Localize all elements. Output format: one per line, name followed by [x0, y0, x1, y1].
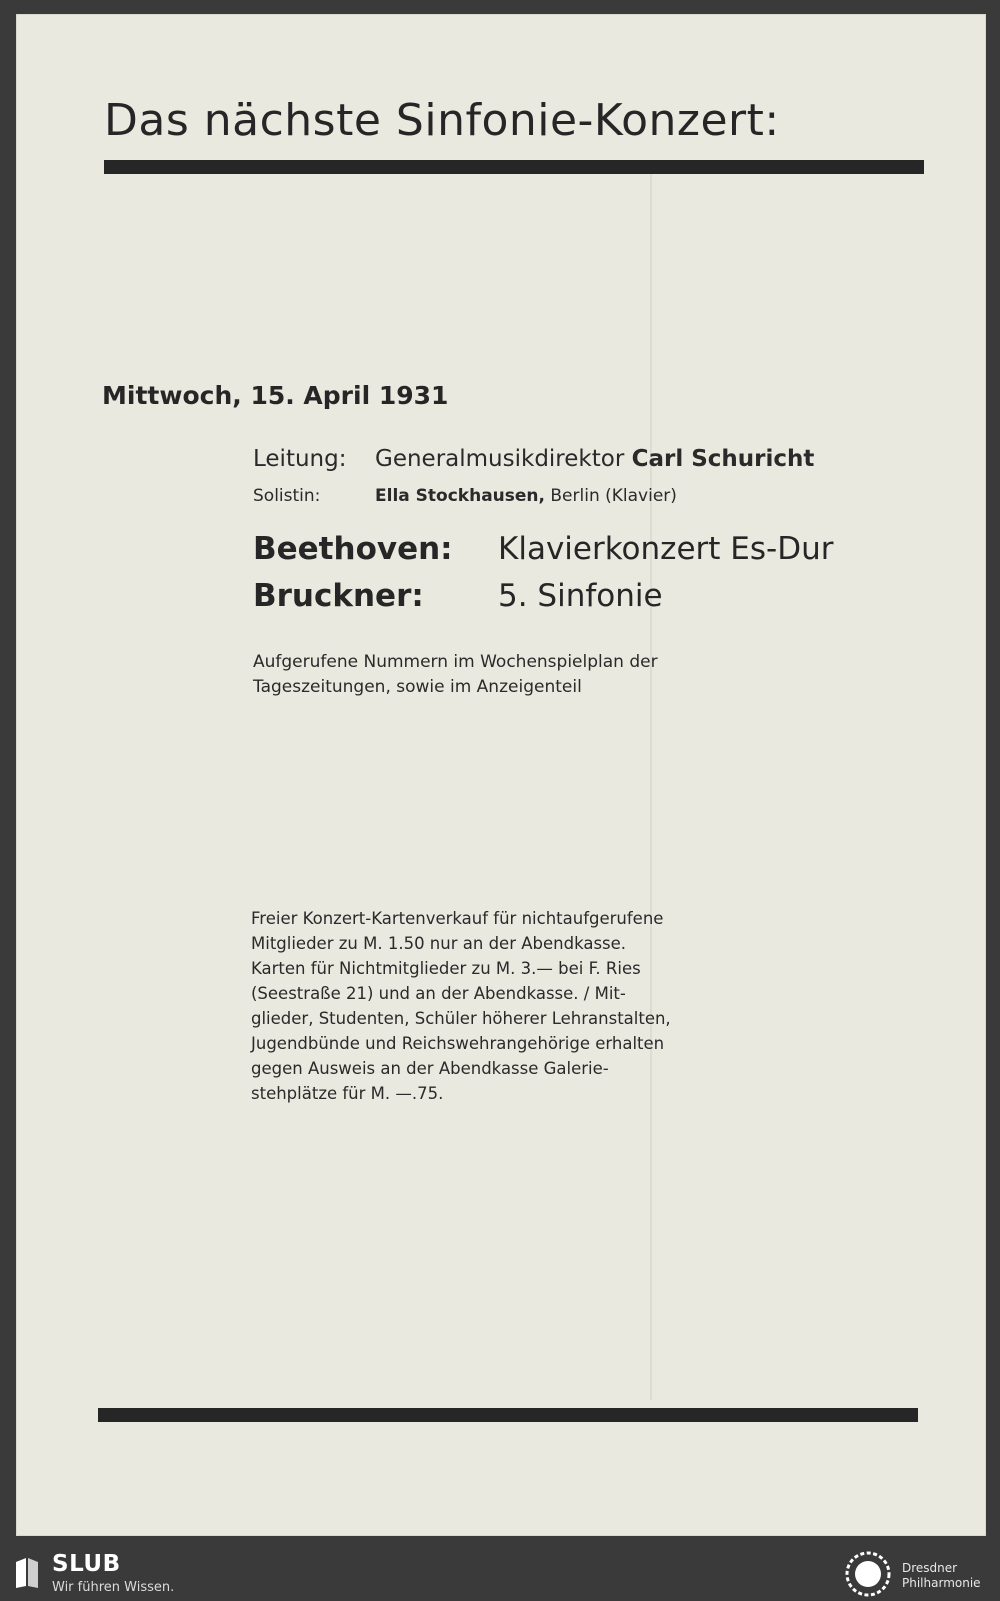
- partner-name-line1: Dresdner: [902, 1561, 958, 1575]
- program-note: [253, 650, 743, 700]
- ticket-line: Mitglieder zu M. 1.50 nur an der Abendkasse.: [251, 934, 627, 953]
- soloist-label: Solistin:: [253, 486, 321, 506]
- conductor-line: [253, 446, 814, 472]
- program-composer: Bruckner:: [253, 578, 424, 614]
- ticket-line: gegen Ausweis an der Abendkasse Galerie-: [251, 1059, 609, 1078]
- ticket-line: Karten für Nichtmitglieder zu M. 3.— bei F. Ries: [251, 959, 641, 978]
- concert-date: Mittwoch, 15. April 1931: [102, 381, 449, 410]
- top-rule: [104, 160, 924, 174]
- soloist-name: Ella Stockhausen,: [375, 486, 545, 506]
- soloist-detail: Berlin (Klavier): [550, 486, 677, 506]
- ticket-line: glieder, Studenten, Schüler höherer Lehranstalten,: [251, 1009, 671, 1028]
- ticket-line: stehplätze für M. —.75.: [251, 1084, 444, 1103]
- conductor-title: Generalmusikdirektor: [375, 446, 625, 472]
- dresdner-philharmonie-logo-icon[interactable]: [844, 1550, 892, 1598]
- program-work: 5. Sinfonie: [498, 578, 663, 614]
- concert-leaflet: [16, 14, 986, 1536]
- conductor-name: Carl Schuricht: [631, 446, 815, 472]
- leaflet-heading: Das nächste Sinfonie-Konzert:: [104, 95, 780, 146]
- ticket-info: [251, 906, 738, 1106]
- paper-fold-line: [650, 160, 652, 1400]
- slub-tagline: Wir führen Wissen.: [52, 1580, 175, 1595]
- ticket-line: (Seestraße 21) und an der Abendkasse. / Mit-: [251, 984, 626, 1003]
- program-item: [253, 531, 833, 567]
- ticket-line: Freier Konzert-Kartenverkauf für nichtaufgerufene: [251, 909, 664, 928]
- program-composer: Beethoven:: [253, 531, 453, 567]
- slub-logo-icon[interactable]: [14, 1556, 40, 1590]
- bottom-rule: [98, 1408, 918, 1422]
- partner-name-line2: Philharmonie: [902, 1576, 981, 1590]
- slub-brand-name[interactable]: SLUB: [52, 1551, 121, 1577]
- program-item: [253, 578, 663, 614]
- partner-name[interactable]: [902, 1561, 981, 1591]
- note-line: Aufgerufene Nummern im Wochenspielplan der: [253, 652, 658, 672]
- ticket-line: Jugendbünde und Reichswehrangehörige erhalten: [251, 1034, 665, 1053]
- conductor-label: Leitung:: [253, 446, 347, 472]
- note-line: Tageszeitungen, sowie im Anzeigenteil: [253, 677, 582, 697]
- soloist-line: [253, 486, 677, 506]
- program-work: Klavierkonzert Es-Dur: [498, 531, 834, 567]
